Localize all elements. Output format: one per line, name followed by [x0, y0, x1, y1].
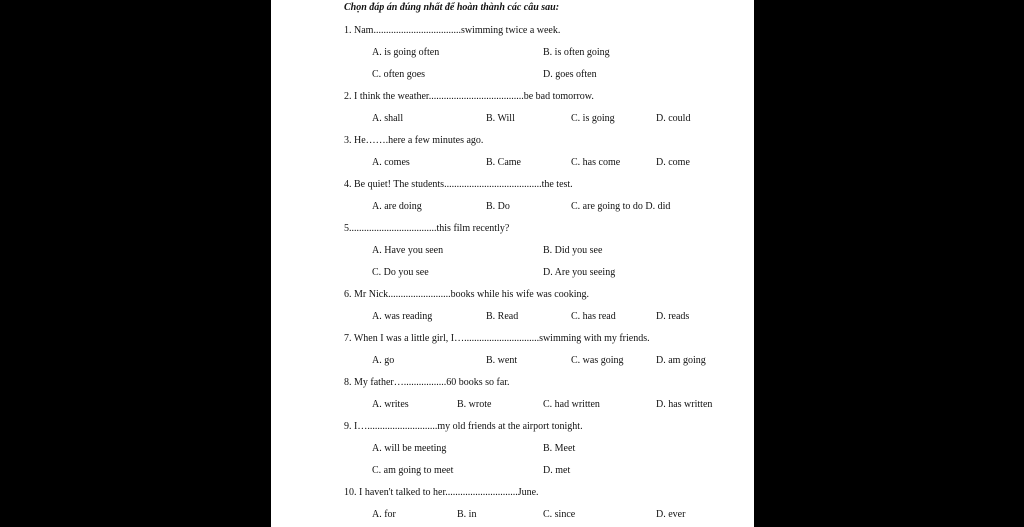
question-6-option-c: C. has read — [571, 311, 616, 322]
question-5-option-b: B. Did you see — [543, 245, 603, 256]
question-3-option-c: C. has come — [571, 157, 621, 168]
question-2-option-a: A. shall — [372, 113, 404, 124]
question-7-option-d: D. am going — [656, 355, 706, 366]
question-2: 2. I think the weather......................................be bad tomorrow. — [344, 91, 594, 102]
question-6: 6. Mr Nick.........................books while his wife was cooking. — [344, 289, 589, 300]
question-5-option-d: D. Are you seeing — [543, 267, 616, 278]
question-4-option-c-d: C. are going to do D. did — [571, 201, 671, 212]
question-1: 1. Nam...................................swimming twice a week. — [344, 25, 561, 36]
question-7: 7. When I was a little girl, I…..............................swimming with my friends. — [344, 333, 650, 344]
question-3-option-a: A. comes — [372, 157, 410, 168]
question-6-option-b: B. Read — [486, 311, 519, 322]
question-8-option-c: C. had written — [543, 399, 600, 410]
question-10-option-b: B. in — [457, 509, 477, 520]
question-2-option-d: D. could — [656, 113, 691, 124]
question-1-option-c: C. often goes — [372, 69, 426, 80]
worksheet-heading: Chọn đáp án đúng nhất để hoàn thành các câu sau: — [344, 2, 560, 13]
question-8-option-b: B. wrote — [457, 399, 492, 410]
question-6-option-a: A. was reading — [372, 311, 433, 322]
worksheet-page — [271, 0, 754, 527]
question-3: 3. He…….here a few minutes ago. — [344, 135, 484, 146]
question-9-option-b: B. Meet — [543, 443, 576, 454]
question-10-option-c: C. since — [543, 509, 576, 520]
question-4-option-b: B. Do — [486, 201, 510, 212]
question-5-option-a: A. Have you seen — [372, 245, 444, 256]
question-10-option-d: D. ever — [656, 509, 686, 520]
question-2-option-b: B. Will — [486, 113, 515, 124]
question-8: 8. My father….................60 books so far. — [344, 377, 510, 388]
question-9-option-c: C. am going to meet — [372, 465, 454, 476]
question-1-option-d: D. goes often — [543, 69, 597, 80]
question-3-option-b: B. Came — [486, 157, 521, 168]
question-5-option-c: C. Do you see — [372, 267, 429, 278]
question-3-option-d: D. come — [656, 157, 690, 168]
question-5: 5...................................this film recently? — [344, 223, 510, 234]
question-7-option-c: C. was going — [571, 355, 624, 366]
question-9: 9. I…............................my old friends at the airport tonight. — [344, 421, 583, 432]
question-9-option-a: A. will be meeting — [372, 443, 447, 454]
question-2-option-c: C. is going — [571, 113, 615, 124]
question-10-option-a: A. for — [372, 509, 396, 520]
question-4-option-a: A. are doing — [372, 201, 422, 212]
question-9-option-d: D. met — [543, 465, 571, 476]
question-6-option-d: D. reads — [656, 311, 690, 322]
question-1-option-b: B. is often going — [543, 47, 610, 58]
question-4: 4. Be quiet! The students.......................................the test. — [344, 179, 573, 190]
question-8-option-d: D. has written — [656, 399, 713, 410]
question-10: 10. I haven't talked to her.............................June. — [344, 487, 539, 498]
question-7-option-b: B. went — [486, 355, 518, 366]
question-1-option-a: A. is going often — [372, 47, 440, 58]
question-8-option-a: A. writes — [372, 399, 409, 410]
question-7-option-a: A. go — [372, 355, 395, 366]
